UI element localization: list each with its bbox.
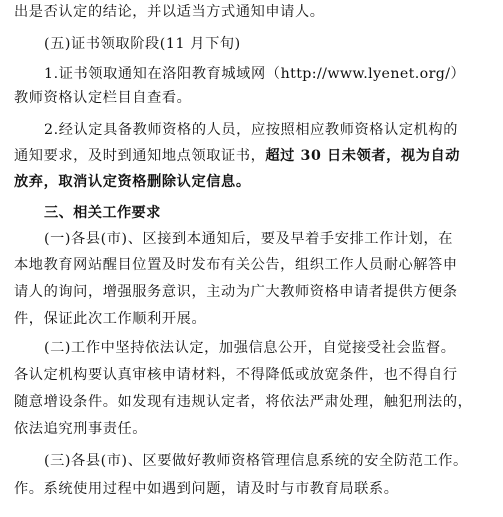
paragraph-line [44, 64, 465, 84]
url-link[interactable]: http://www.lyenet.org/ [280, 66, 451, 82]
paragraph-text: ） [450, 66, 466, 82]
section-subheading: (五)证书领取阶段(11 月下旬) [44, 36, 241, 52]
paragraph-line: 依法追究刑事责任。 [14, 421, 148, 437]
bold-notice: 放弃，取消认定资格删除认定信息。 [14, 174, 251, 190]
paragraph-line: 2.经认定具备教师资格的人员，应按照相应教师资格认定机构的 [44, 122, 459, 138]
paragraph-line: 请人的询问，增强服务意识，主动为广大教师资格申请者提供方便条 [14, 284, 458, 300]
paragraph-line: 作。系统使用过程中如遇到问题，请及时与市教育局联系。 [14, 481, 399, 497]
paragraph-line: (二)工作中坚持依法认定，加强信息公开，自觉接受社会监督。 [44, 340, 456, 356]
paragraph-line: (一)各县(市)、区接到本通知后，要及早着手安排工作计划，在 [44, 231, 454, 247]
paragraph-line: 本地教育网站醒目位置及时发布有关公告，组织工作人员耐心解答申 [14, 257, 458, 273]
section-heading: 三、相关工作要求 [44, 205, 161, 221]
paragraph-line: 件，保证此次工作顺利开展。 [14, 311, 207, 327]
paragraph-line [14, 146, 460, 166]
paragraph-line: 随意增设条件。如发现有违规认定者，将依法严肃处理，触犯刑法的， [14, 394, 473, 410]
paragraph-line: 各认定机构要认真审核申请材料，不得降低或放宽条件，也不得自行 [14, 367, 458, 383]
paragraph-text: 通知要求，及时到通知地点领取证书， [14, 148, 266, 164]
paragraph-line: (三)各县(市)、区要做好教师资格管理信息系统的安全防范工作。 [44, 453, 468, 469]
bold-notice: 超过 30 日未领者，视为自动 [265, 148, 461, 164]
paragraph-line: 教师资格认定栏目自查看。 [14, 90, 192, 106]
paragraph-text: 1.证书领取通知在洛阳教育城域网（ [44, 66, 281, 82]
paragraph-line: 出是否认定的结论，并以适当方式通知申请人。 [14, 4, 325, 20]
